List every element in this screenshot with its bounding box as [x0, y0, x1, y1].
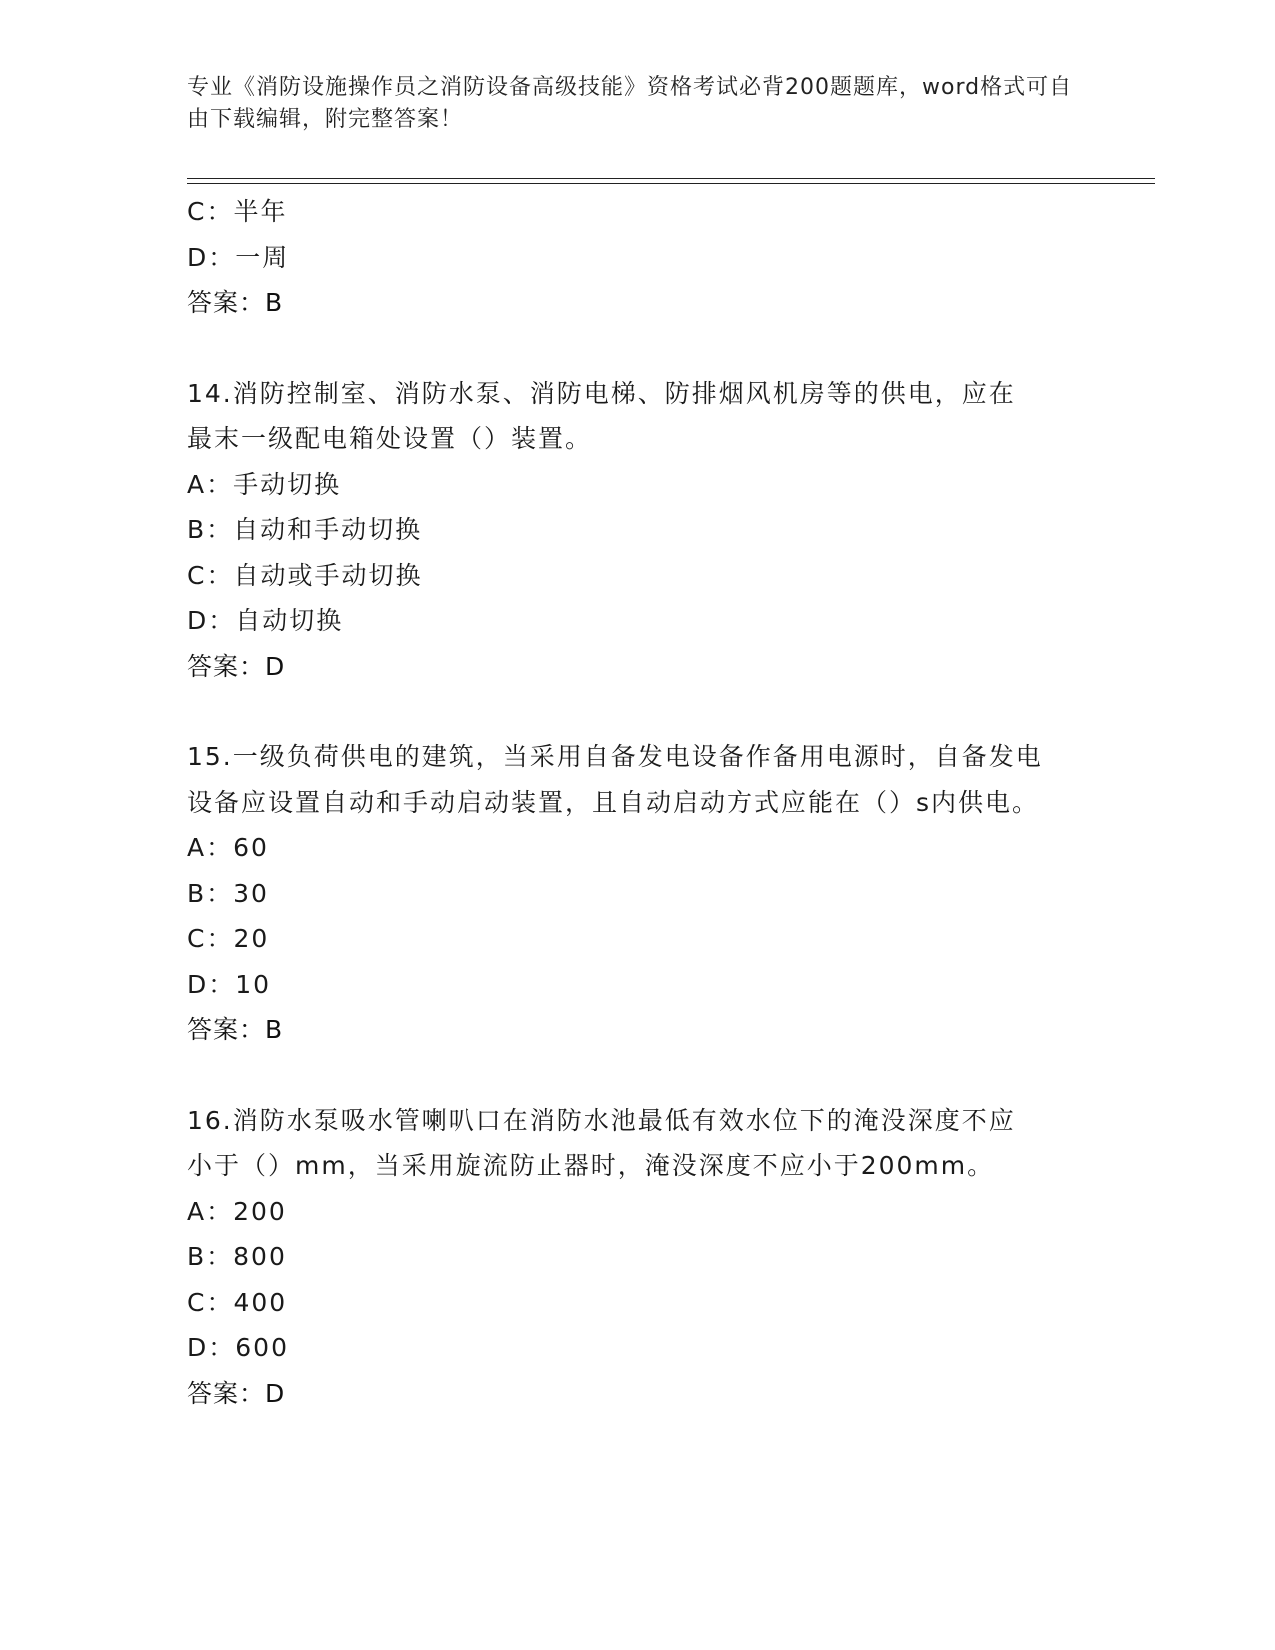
document-header: 专业《消防设施操作员之消防设备高级技能》资格考试必背200题题库，word格式可自由下载编辑，附完整答案！ — [187, 75, 1073, 132]
answer-line: 答案：D — [187, 1378, 286, 1408]
option-key: C： — [187, 924, 234, 953]
option-text: 一周 — [235, 242, 290, 272]
option-key: C： — [187, 197, 234, 226]
option-b — [187, 1234, 1087, 1280]
option-text: 自动切换 — [235, 606, 344, 635]
option-text: 自动和手动切换 — [233, 515, 423, 544]
option-text: 手动切换 — [233, 469, 342, 499]
option-key: A： — [187, 1196, 234, 1226]
header-divider-bottom — [187, 183, 1155, 184]
question-14 — [187, 371, 1087, 690]
option-d — [187, 1325, 1087, 1371]
option-key: B： — [187, 878, 234, 908]
spacer — [187, 689, 1087, 734]
option-key: B： — [187, 1242, 234, 1271]
option-b — [187, 871, 1087, 917]
option-a — [187, 825, 1087, 871]
option-b — [187, 507, 1087, 553]
option-text: 400 — [233, 1287, 288, 1317]
option-key: D： — [187, 969, 236, 999]
option-c — [187, 189, 1087, 235]
spacer — [187, 326, 1087, 371]
option-text: 800 — [233, 1242, 287, 1271]
option-a — [187, 462, 1087, 508]
option-key: D： — [187, 606, 236, 635]
option-d — [187, 598, 1087, 644]
option-a — [187, 1189, 1087, 1235]
option-key: C： — [187, 560, 234, 590]
option-text: 30 — [233, 878, 269, 908]
option-c — [187, 1280, 1087, 1326]
option-text: 自动或手动切换 — [233, 560, 423, 590]
option-key: A： — [187, 469, 234, 499]
option-text: 600 — [235, 1333, 289, 1362]
option-key: C： — [187, 1287, 234, 1317]
question-stem: 16.消防水泵吸水管喇叭口在消防水池最低有效水位下的淹没深度不应小于（）mm，当采用旋流防止器时，淹没深度不应小于200mm。 — [187, 1105, 1016, 1180]
answer-line: 答案：B — [187, 288, 284, 317]
option-c — [187, 916, 1087, 962]
prev-question-tail — [187, 189, 1087, 326]
option-key: B： — [187, 515, 234, 544]
question-stem: 15.一级负荷供电的建筑，当采用自备发电设备作备用电源时，自备发电设备应设置自动和手动启动装置，且自动启动方式应能在（）s内供电。 — [187, 742, 1043, 817]
option-key: D： — [187, 242, 236, 272]
question-15 — [187, 734, 1087, 1053]
spacer — [187, 1053, 1087, 1098]
option-text: 10 — [235, 969, 272, 999]
option-text: 60 — [233, 833, 269, 862]
option-text: 20 — [233, 924, 270, 953]
option-d — [187, 962, 1087, 1008]
header-divider-top — [187, 178, 1155, 179]
question-16 — [187, 1098, 1087, 1417]
option-key: D： — [187, 1333, 236, 1362]
question-stem: 14.消防控制室、消防水泵、消防电梯、防排烟风机房等的供电，应在最末一级配电箱处设置（）装置。 — [187, 378, 1016, 453]
option-text: 200 — [233, 1196, 287, 1226]
option-d — [187, 235, 1087, 281]
option-text: 半年 — [233, 197, 288, 226]
option-c — [187, 553, 1087, 599]
question-body — [187, 189, 1087, 1416]
answer-line: 答案：D — [187, 651, 286, 681]
option-key: A： — [187, 833, 234, 862]
answer-line: 答案：B — [187, 1015, 284, 1044]
